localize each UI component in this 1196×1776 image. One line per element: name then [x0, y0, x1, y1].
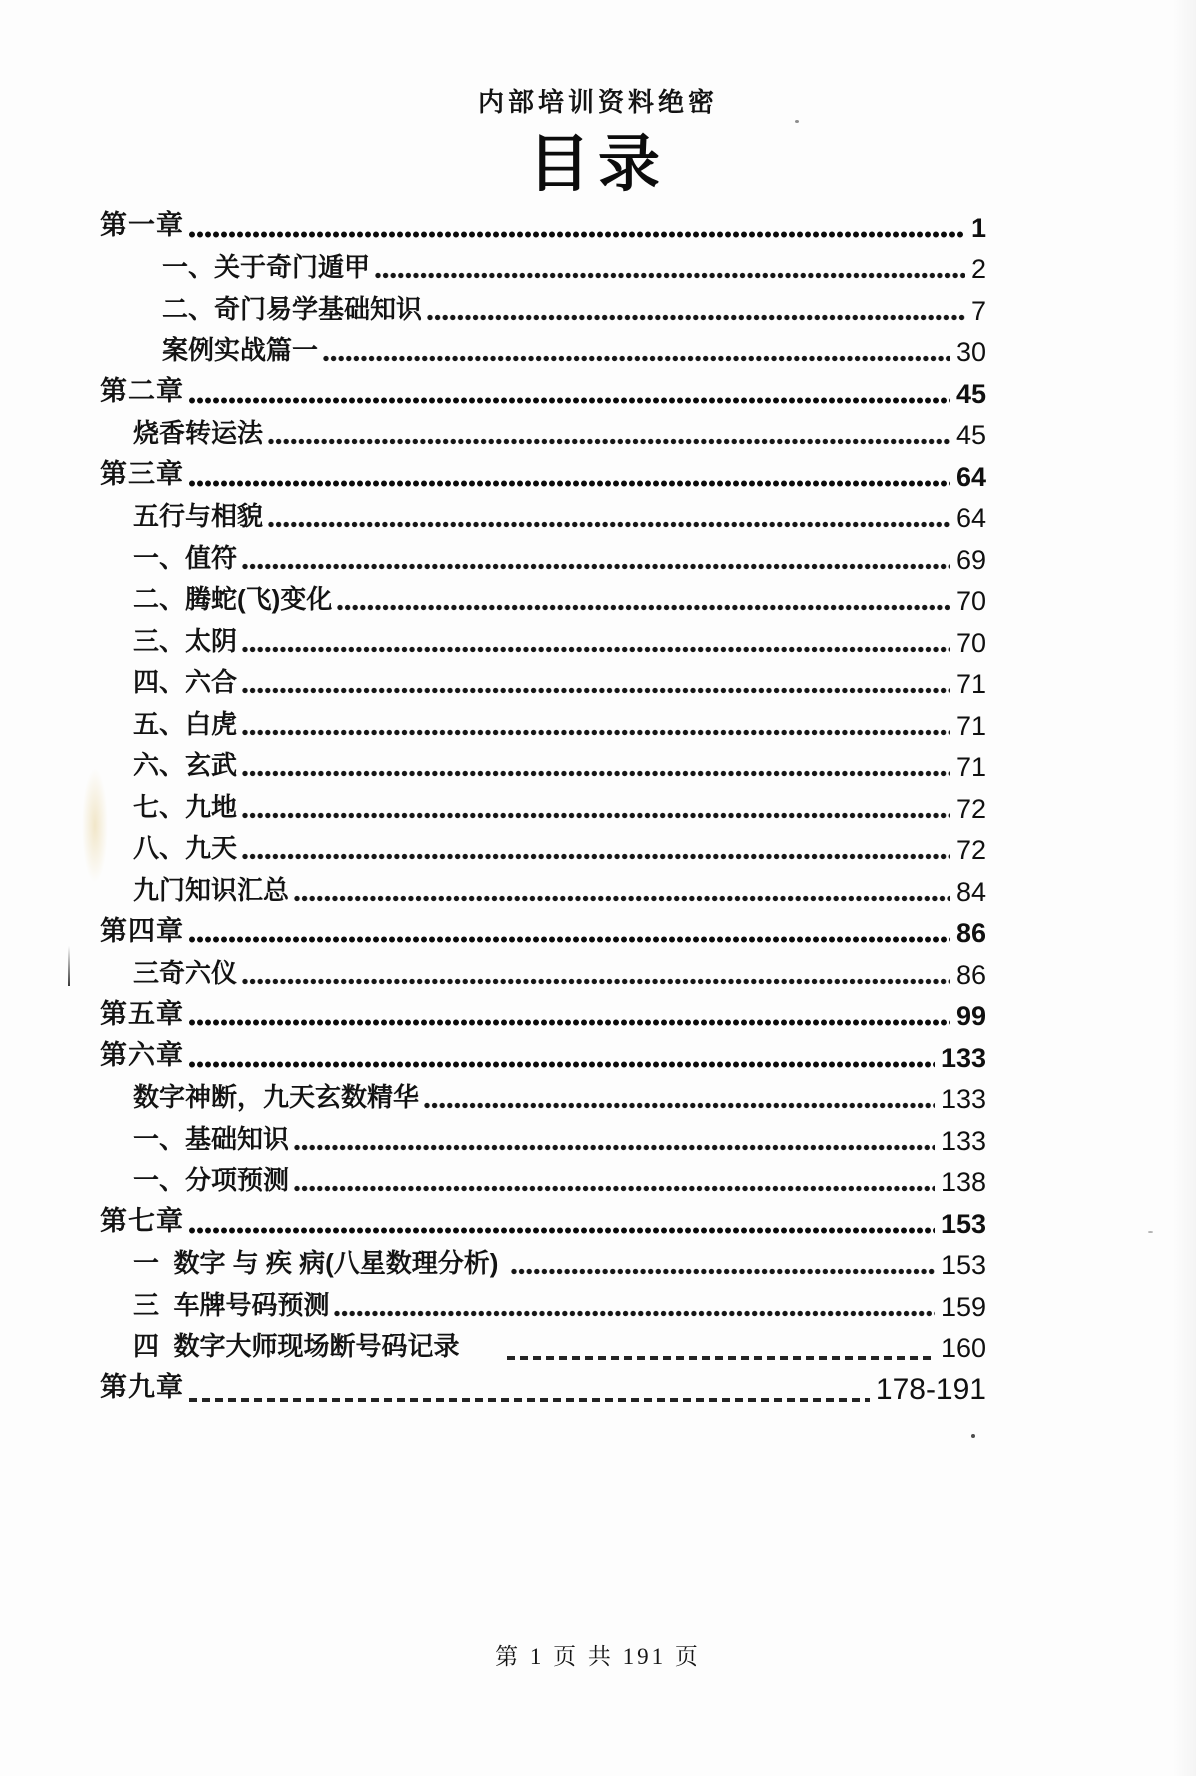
toc-entry-page: 71: [955, 669, 986, 699]
toc-entry-page: 7: [970, 295, 986, 326]
toc-entry: [100, 454, 986, 496]
toc-entry-page: 45: [955, 420, 986, 450]
toc-entry-page: 99: [955, 1001, 986, 1031]
toc-leader-dots: [189, 397, 950, 404]
toc-entry-label: 第七章: [100, 1206, 184, 1237]
toc-entry-label: 五、白虎: [133, 708, 238, 739]
scan-speck-artifact: [795, 120, 799, 123]
page-title: 目录: [527, 130, 668, 199]
toc-entry-label: 一、值符: [133, 542, 238, 573]
toc-entry: [100, 620, 986, 662]
toc-entry: [100, 1367, 986, 1409]
toc-entry-label: 三 车牌号码预测: [133, 1289, 330, 1320]
toc-leader-dots: [242, 687, 950, 694]
toc-entry-page: 30: [955, 337, 986, 367]
toc-entry-label: 第一章: [100, 210, 184, 241]
toc-entry-page: 69: [955, 544, 986, 575]
toc-entry-page: 72: [955, 793, 986, 824]
toc-entry-page: 72: [955, 835, 986, 865]
toc-entry-page: 84: [955, 876, 986, 907]
toc-entry-label: 一 数字 与 疾 病(八星数理分析): [133, 1248, 506, 1279]
toc-entry-page: 178-191: [875, 1372, 986, 1406]
toc-entry-label: 一、基础知识: [133, 1123, 290, 1154]
toc-entry-label: 五行与相貌: [133, 501, 264, 532]
toc-entry: [100, 1035, 986, 1077]
scan-speck-artifact: [971, 1434, 975, 1438]
toc-entry-page: 159: [940, 1291, 986, 1322]
toc-leader-dots: [424, 1102, 935, 1109]
toc-entry: [100, 1243, 986, 1285]
toc-entry-page: 133: [940, 1084, 986, 1114]
toc-entry-page: 138: [940, 1167, 986, 1197]
toc-entry-page: 133: [940, 1125, 986, 1156]
toc-leader-dots: [189, 1019, 950, 1026]
toc-entry-page: 86: [955, 959, 986, 990]
toc-leader-dots: [294, 1185, 935, 1192]
toc-leader-dots: [189, 936, 950, 943]
page-number-footer: 第 1 页 共 191 页: [495, 1644, 701, 1669]
toc-entry: [100, 413, 986, 455]
toc-entry: [100, 330, 986, 372]
toc-entry-page: 86: [955, 918, 986, 948]
toc-leader-dots: [268, 521, 950, 528]
toc-leader-dots: [337, 604, 950, 611]
toc-entry-page: 45: [955, 378, 986, 409]
toc-entry: [100, 994, 986, 1036]
toc-entry: [100, 828, 986, 870]
toc-entry-page: 2: [970, 254, 986, 284]
toc-list: [100, 205, 986, 1409]
toc-entry: [100, 703, 986, 745]
toc-entry-page: 160: [940, 1333, 986, 1363]
toc-entry-label: 三奇六仪: [133, 957, 238, 988]
toc-leader-dots: [242, 853, 950, 860]
toc-entry-label: 八、九天: [133, 833, 238, 864]
toc-leader-dots: [242, 770, 950, 777]
toc-entry-page: 71: [955, 752, 986, 782]
toc-entry-label: 第五章: [100, 998, 184, 1029]
toc-leader-dots: [427, 314, 965, 321]
toc-leader-dots: [268, 438, 950, 445]
scan-scratch-artifact: [68, 946, 70, 986]
toc-entry: [100, 247, 986, 289]
toc-entry-page: 64: [955, 503, 986, 533]
toc-leader-dots: [294, 1144, 935, 1151]
toc-entry-label: 七、九地: [133, 791, 238, 822]
toc-leader-dots: [189, 480, 950, 487]
toc-leader-dashes: [189, 1398, 870, 1402]
toc-entry-page: 133: [940, 1042, 986, 1073]
toc-entry-label: 四 数字大师现场断号码记录: [133, 1331, 460, 1362]
toc-leader-dots: [189, 231, 965, 238]
toc-entry-label: 第二章: [100, 376, 184, 407]
toc-entry: [100, 579, 986, 621]
toc-leader-dots: [242, 563, 950, 570]
toc-leader-dots: [375, 272, 965, 279]
toc-entry-label: 一、关于奇门遁甲: [162, 252, 371, 283]
toc-entry-page: 1: [970, 212, 986, 243]
toc-entry-label: 第四章: [100, 915, 184, 946]
toc-entry-page: 70: [955, 586, 986, 616]
toc-leader-dots: [511, 1268, 935, 1275]
toc-entry-label: 九门知识汇总: [133, 874, 290, 905]
toc-entry-label: 数字神断，九天玄数精华: [133, 1082, 420, 1113]
toc-entry: [100, 1201, 986, 1243]
toc-entry-label: 四、六合: [133, 667, 238, 698]
toc-entry-label: 第三章: [100, 459, 184, 490]
toc-entry: [100, 952, 986, 994]
toc-leader-dots: [242, 646, 950, 653]
toc-entry: [100, 371, 986, 413]
toc-entry-page: 70: [955, 627, 986, 658]
toc-leader-dots: [294, 895, 950, 902]
toc-entry-page: 153: [940, 1208, 986, 1239]
toc-entry-label: 第六章: [100, 1040, 184, 1071]
toc-entry: [100, 869, 986, 911]
toc-entry: [100, 745, 986, 787]
toc-entry-label: 二、奇门易学基础知识: [162, 293, 423, 324]
toc-leader-dots: [242, 729, 950, 736]
toc-entry-page: 71: [955, 710, 986, 741]
document-security-header: 内部培训资料绝密: [477, 88, 718, 117]
toc-entry: [100, 1077, 986, 1119]
toc-leader-dots: [189, 1227, 935, 1234]
toc-entry-label: 六、玄武: [133, 750, 238, 781]
scan-smudge-artifact: [82, 768, 108, 883]
toc-entry: [100, 537, 986, 579]
toc-leader-dots: [242, 978, 950, 985]
scan-edge-shadow: [1172, 0, 1196, 1776]
toc-entry-label: 三、太阴: [133, 625, 238, 656]
toc-entry: [100, 1326, 986, 1368]
toc-leader-dots: [189, 1061, 935, 1068]
toc-leader-dots: [334, 1310, 934, 1317]
toc-entry-label: 烧香转运法: [133, 418, 264, 449]
toc-entry-label: 一、分项预测: [133, 1165, 290, 1196]
toc-entry: [100, 662, 986, 704]
toc-entry-page: 64: [955, 461, 986, 492]
toc-entry: [100, 1118, 986, 1160]
toc-entry: [100, 288, 986, 330]
toc-entry: [100, 496, 986, 538]
toc-leader-dots: [323, 355, 950, 362]
toc-leader-dashes: [507, 1356, 934, 1360]
toc-entry: [100, 911, 986, 953]
toc-entry: [100, 1284, 986, 1326]
toc-entry: [100, 786, 986, 828]
toc-entry-label: 第九章: [100, 1372, 184, 1403]
toc-entry-label: 二、腾蛇(飞)变化: [133, 584, 333, 615]
toc-entry-page: 153: [940, 1250, 986, 1280]
scan-speck-artifact: [1148, 1231, 1153, 1233]
toc-entry: [100, 1160, 986, 1202]
toc-leader-dots: [242, 812, 950, 819]
toc-entry: [100, 205, 986, 247]
toc-entry-label: 案例实战篇一: [162, 335, 319, 366]
